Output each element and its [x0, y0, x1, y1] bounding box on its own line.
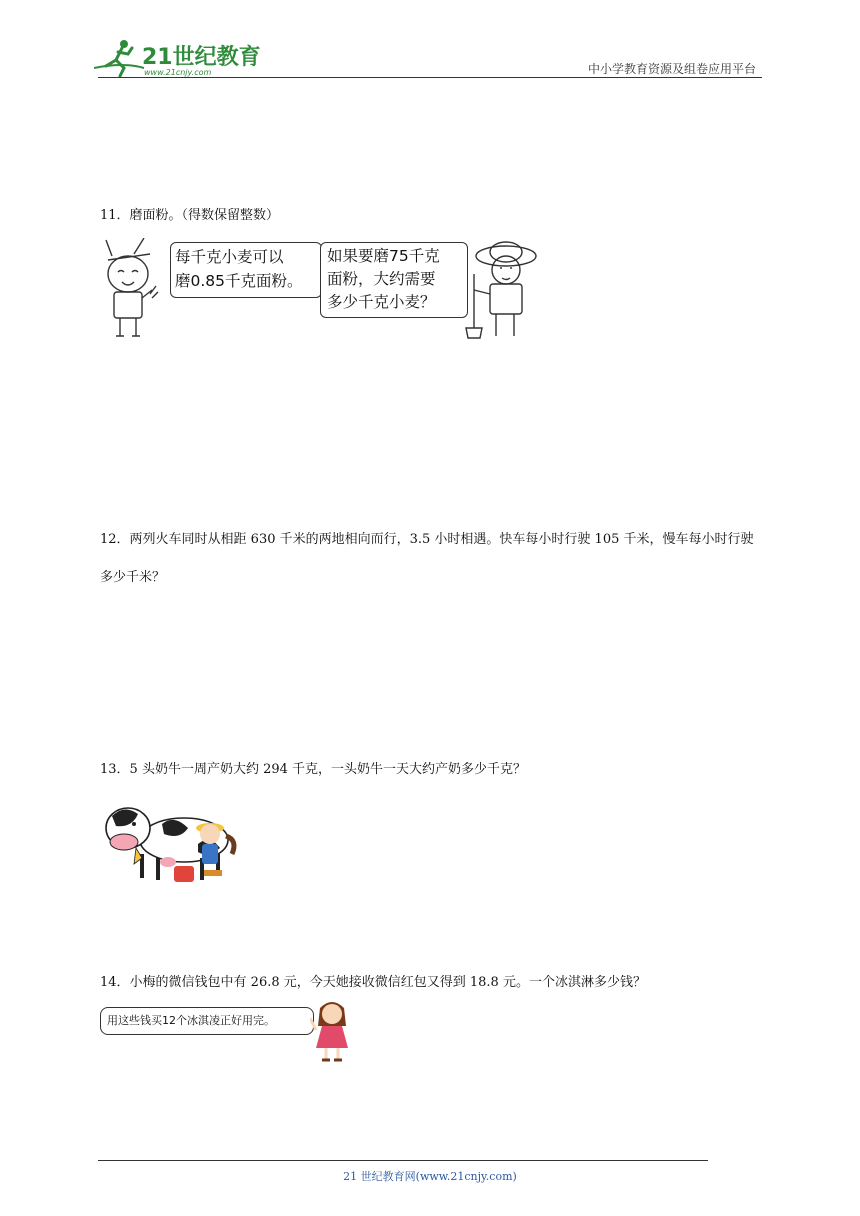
- bubble-text-line: 多少千克小麦？: [327, 293, 436, 311]
- question-11: 11．磨面粉。（得数保留整数）: [100, 208, 280, 223]
- header-platform-text: 中小学教育资源及组卷应用平台: [587, 62, 756, 76]
- footer-divider: [98, 1160, 708, 1161]
- running-figure-icon: [94, 40, 144, 76]
- boy-with-wheat-illustration: [100, 238, 164, 340]
- speech-bubble-boy: [170, 242, 322, 298]
- bubble-text-line: 磨0.85千克面粉。: [175, 272, 303, 290]
- farmer-with-shovel-illustration: [460, 238, 544, 340]
- girl-xiaomei-illustration: [310, 998, 354, 1064]
- site-logo: [94, 38, 264, 78]
- bubble-text-line: 如果要磨75千克: [327, 247, 440, 265]
- bubble-text-line: 面粉，大约需要: [327, 270, 436, 288]
- bubble-text-line: 每千克小麦可以: [175, 248, 284, 266]
- speech-bubble-farmer: [320, 242, 468, 318]
- speech-bubble-xiaomei: 用这些钱买12个冰淇凌正好用完。: [100, 1007, 314, 1035]
- cow-and-milkmaid-illustration: [102, 794, 242, 890]
- logo-url: www.21cnjy.com: [144, 68, 212, 77]
- question-14: 14．小梅的微信钱包中有 26.8 元，今天她接收微信红包又得到 18.8 元。一个冰淇淋多少钱？: [100, 975, 646, 990]
- logo-title: 21世纪教育: [142, 45, 261, 70]
- question-12: 12．两列火车同时从相距 630 千米的两地相向而行，3.5 小时相遇。快车每小时行驶 105 千米，慢车每小时行驶多少千米？: [100, 532, 754, 585]
- header-divider: [98, 77, 762, 78]
- footer-link[interactable]: 21 世纪教育网(www.21cnjy.com): [343, 1170, 517, 1183]
- question-13: 13．5 头奶牛一周产奶大约 294 千克，一头奶牛一天大约产奶多少千克？: [100, 762, 527, 777]
